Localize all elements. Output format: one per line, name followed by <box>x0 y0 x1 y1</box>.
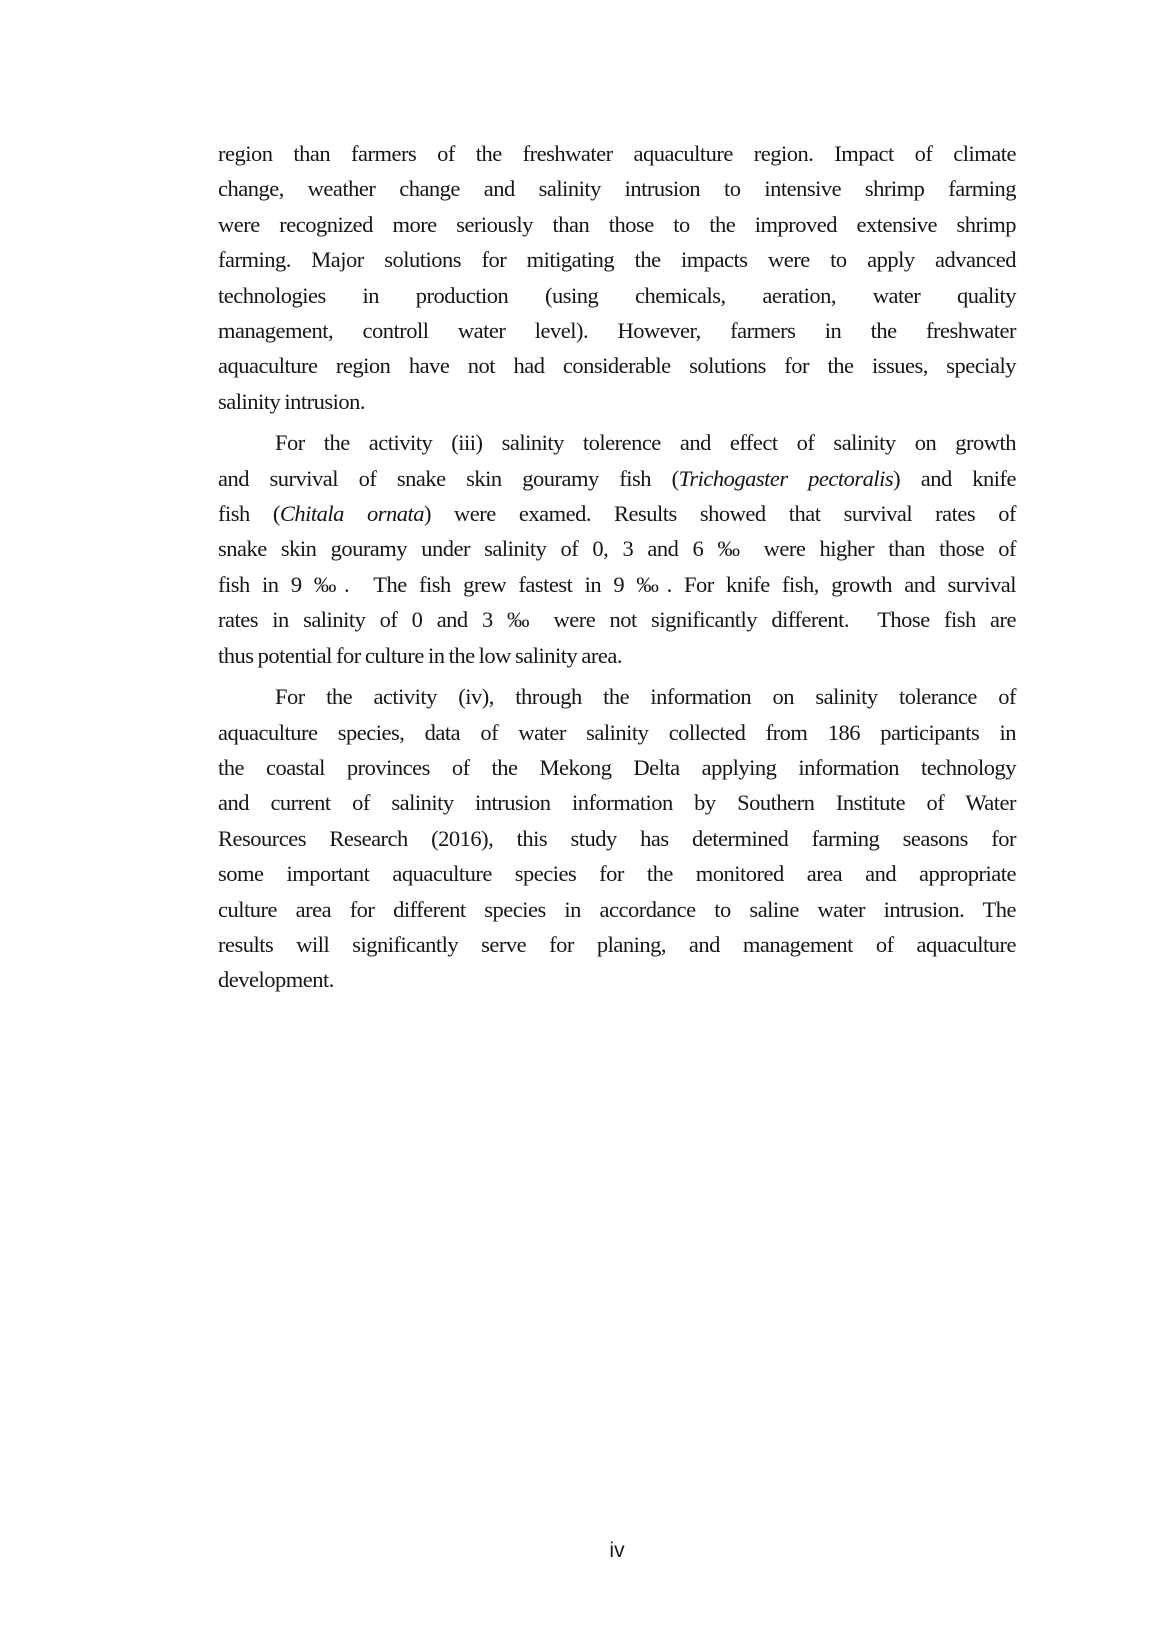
text-line <box>218 171 1016 206</box>
text-segment: results will significantly serve for planing, and management of aquaculture <box>218 931 1016 957</box>
text-segment: culture area for different species in accordance to saline water intrusion. The <box>218 896 1016 922</box>
text-segment: technologies in production (using chemicals, aeration, water quality <box>218 282 1016 308</box>
page-body-text <box>218 136 1016 1004</box>
text-line <box>218 207 1016 242</box>
text-segment: rates in salinity of 0 and 3 ‰ were not significantly different. Those fish are <box>218 607 1016 633</box>
text-segment: were recognized more seriously than those to the improved extensive shrimp <box>218 211 1016 237</box>
text-line <box>218 602 1016 637</box>
text-segment: the coastal provinces of the Mekong Delta applying information technology <box>218 754 1016 780</box>
text-segment: fish ( <box>218 501 280 527</box>
text-line <box>218 962 1016 997</box>
text-line <box>218 136 1016 171</box>
text-line <box>218 567 1016 602</box>
text-line <box>218 384 1016 419</box>
text-segment: fish in 9 ‰. The fish grew fastest in 9 ‰. For knife fish, growth and survival <box>218 571 1016 597</box>
text-line <box>218 750 1016 785</box>
text-segment: salinity intrusion. <box>218 388 365 414</box>
text-line <box>218 821 1016 856</box>
paragraph <box>218 136 1016 419</box>
text-line <box>218 242 1016 277</box>
paragraph <box>218 679 1016 998</box>
text-segment: For the activity (iv), through the information on salinity tolerance of <box>275 684 1016 710</box>
text-segment: development. <box>218 967 334 993</box>
text-line <box>218 278 1016 313</box>
text-segment: some important aquaculture species for the monitored area and appropriate <box>218 861 1016 887</box>
text-line <box>218 785 1016 820</box>
text-line <box>218 638 1016 673</box>
page-number: iv <box>609 1539 625 1562</box>
text-segment: and survival of snake skin gouramy fish ( <box>218 465 679 491</box>
text-line <box>218 892 1016 927</box>
text-line <box>218 531 1016 566</box>
text-segment: and current of salinity intrusion information by Southern Institute of Water <box>218 790 1016 816</box>
text-line <box>218 313 1016 348</box>
paragraph <box>218 425 1016 673</box>
text-segment: change, weather change and salinity intrusion to intensive shrimp farming <box>218 176 1016 202</box>
species-name-italic: Trichogaster pectoralis <box>678 465 894 491</box>
text-segment: thus potential for culture in the low salinity area. <box>218 642 623 668</box>
text-line <box>218 715 1016 750</box>
text-line <box>218 348 1016 383</box>
text-line <box>218 856 1016 891</box>
text-segment: region than farmers of the freshwater aquaculture region. Impact of climate <box>218 141 1016 166</box>
text-segment: Resources Research (2016), this study has determined farming seasons for <box>218 825 1016 851</box>
text-segment: snake skin gouramy under salinity of 0, 3 and 6 ‰ were higher than those of <box>218 536 1016 562</box>
text-line <box>218 461 1016 496</box>
text-line <box>218 927 1016 962</box>
text-line <box>218 679 1016 714</box>
text-line <box>218 425 1016 460</box>
text-line <box>218 496 1016 531</box>
text-segment: aquaculture species, data of water salinity collected from 186 participants in <box>218 719 1016 745</box>
text-segment: farming. Major solutions for mitigating the impacts were to apply advanced <box>218 247 1016 273</box>
text-segment: ) and knife <box>893 465 1016 491</box>
text-segment: management, controll water level). However, farmers in the freshwater <box>218 318 1016 344</box>
text-segment: For the activity (iii) salinity tolerence and effect of salinity on growth <box>275 430 1016 456</box>
text-segment: aquaculture region have not had considerable solutions for the issues, specialy <box>218 353 1016 379</box>
species-name-italic: Chitala ornata <box>279 501 424 527</box>
text-segment: ) were examed. Results showed that survival rates of <box>423 501 1016 527</box>
